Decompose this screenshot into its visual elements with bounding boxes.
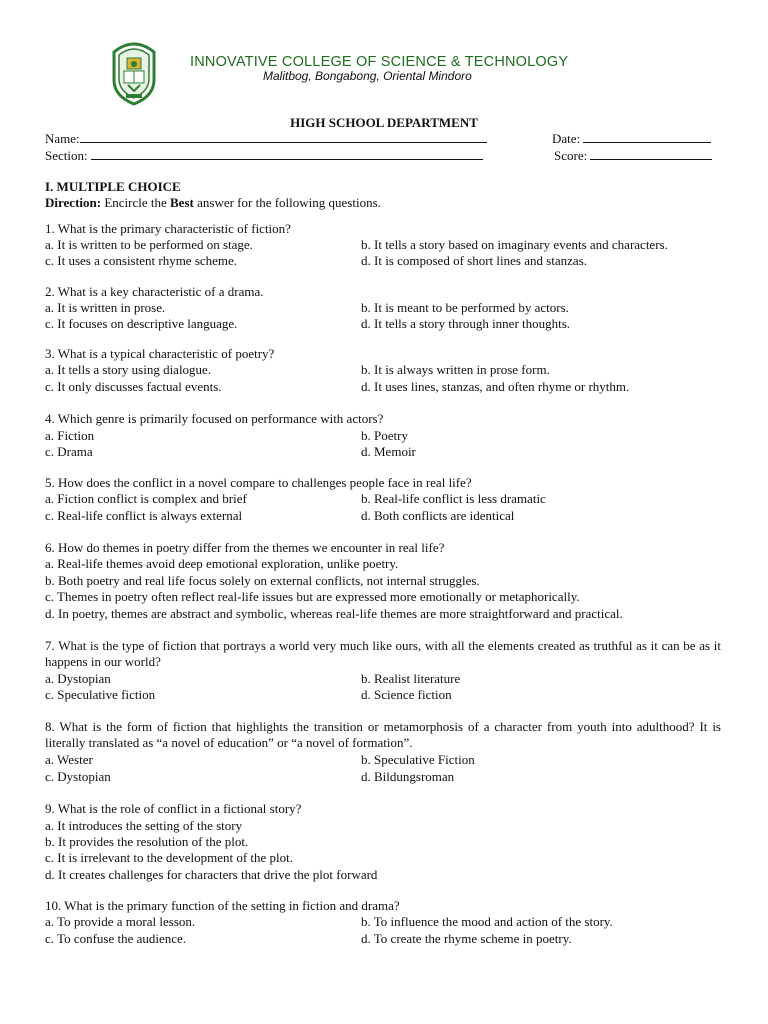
direction-line [45,195,381,211]
q9-option-a[interactable]: a. It introduces the setting of the story [45,818,243,833]
q3-option-d[interactable]: d. It uses lines, stanzas, and often rhyme or rhythm. [361,379,630,394]
q4-option-a[interactable]: a. Fiction [45,428,95,443]
question-2: 2. What is a key characteristic of a drama. [45,284,264,299]
q6-option-a[interactable]: a. Real-life themes avoid deep emotional exploration, unlike poetry. [45,556,399,571]
question-7: 7. What is the type of fiction that portrays a world very much like ours, with all the elements created as truthful as it can be as it happens in our world? [45,638,721,669]
question-8: 8. What is the form of fiction that highlights the transition or metamorphosis of a character from youth into adulthood? It is literally translated as “a novel of education” or “a novel of formation”. [45,719,721,750]
q3-option-b[interactable]: b. It is always written in prose form. [361,362,550,377]
q10-option-a[interactable]: a. To provide a moral lesson. [45,914,196,929]
q7-option-c[interactable]: c. Speculative fiction [45,687,156,702]
q8-option-a[interactable]: a. Wester [45,752,93,767]
q5-option-b[interactable]: b. Real-life conflict is less dramatic [361,491,546,506]
score-field[interactable] [554,148,712,164]
question-5: 5. How does the conflict in a novel compare to challenges people face in real life? [45,475,472,490]
q7-option-d[interactable]: d. Science fiction [361,687,452,702]
q10-option-b[interactable]: b. To influence the mood and action of the story. [361,914,613,929]
q5-option-d[interactable]: d. Both conflicts are identical [361,508,515,523]
direction-bold: Best [170,195,194,210]
q1-option-b[interactable]: b. It tells a story based on imaginary events and characters. [361,237,668,252]
name-label: Name: [45,131,80,146]
question-4: 4. Which genre is primarily focused on performance with actors? [45,411,384,426]
q2-option-a[interactable]: a. It is written in prose. [45,300,166,315]
direction-text-2: answer for the following questions. [193,195,381,210]
q9-option-b[interactable]: b. It provides the resolution of the plot. [45,834,249,849]
question-1: 1. What is the primary characteristic of fiction? [45,221,291,236]
q4-option-c[interactable]: c. Drama [45,444,93,459]
q6-option-b[interactable]: b. Both poetry and real life focus solely on external conflicts, not internal struggles. [45,573,480,588]
q2-option-b[interactable]: b. It is meant to be performed by actors. [361,300,569,315]
q4-option-b[interactable]: b. Poetry [361,428,408,443]
date-label: Date: [552,131,581,146]
q7-option-b[interactable]: b. Realist literature [361,671,461,686]
question-6: 6. How do themes in poetry differ from the themes we encounter in real life? [45,540,445,555]
q6-option-c[interactable]: c. Themes in poetry often reflect real-life issues but are expressed more emotionally or metaphorically. [45,589,580,604]
college-address: Malitbog, Bongabong, Oriental Mindoro [263,69,472,83]
q5-option-c[interactable]: c. Real-life conflict is always external [45,508,243,523]
q5-option-a[interactable]: a. Fiction conflict is complex and brief [45,491,247,506]
name-field[interactable] [45,131,487,147]
q2-option-d[interactable]: d. It tells a story through inner thoughts. [361,316,571,331]
q8-option-c[interactable]: c. Dystopian [45,769,111,784]
q3-option-c[interactable]: c. It only discusses factual events. [45,379,222,394]
q1-option-a[interactable]: a. It is written to be performed on stage. [45,237,253,252]
section-label: Section: [45,148,88,163]
q9-option-c[interactable]: c. It is irrelevant to the development of the plot. [45,850,294,865]
q7-option-a[interactable]: a. Dystopian [45,671,111,686]
score-label: Score: [554,148,588,163]
q6-option-d[interactable]: d. In poetry, themes are abstract and symbolic, whereas real-life themes are more straightforward and practical. [45,606,623,621]
direction-text-1: Encircle the [101,195,171,210]
department-title: HIGH SCHOOL DEPARTMENT [290,115,478,130]
q1-option-c[interactable]: c. It uses a consistent rhyme scheme. [45,253,238,268]
q2-option-c[interactable]: c. It focuses on descriptive language. [45,316,238,331]
question-9: 9. What is the role of conflict in a fictional story? [45,801,302,816]
question-3: 3. What is a typical characteristic of poetry? [45,346,275,361]
date-field[interactable] [552,131,711,147]
q10-option-c[interactable]: c. To confuse the audience. [45,931,187,946]
q4-option-d[interactable]: d. Memoir [361,444,416,459]
q10-option-d[interactable]: d. To create the rhyme scheme in poetry. [361,931,572,946]
q3-option-a[interactable]: a. It tells a story using dialogue. [45,362,212,377]
college-name: INNOVATIVE COLLEGE OF SCIENCE & TECHNOLOGY [190,54,569,70]
section-field[interactable] [45,148,483,164]
question-10: 10. What is the primary function of the setting in fiction and drama? [45,898,400,913]
q9-option-d[interactable]: d. It creates challenges for characters that drive the plot forward [45,867,378,882]
direction-label: Direction: [45,195,102,210]
q1-option-d[interactable]: d. It is composed of short lines and stanzas. [361,253,588,268]
q8-option-b[interactable]: b. Speculative Fiction [361,752,475,767]
q8-option-d[interactable]: d. Bildungsroman [361,769,455,784]
section-title: I. MULTIPLE CHOICE [45,179,181,194]
school-seal-icon [110,38,158,106]
